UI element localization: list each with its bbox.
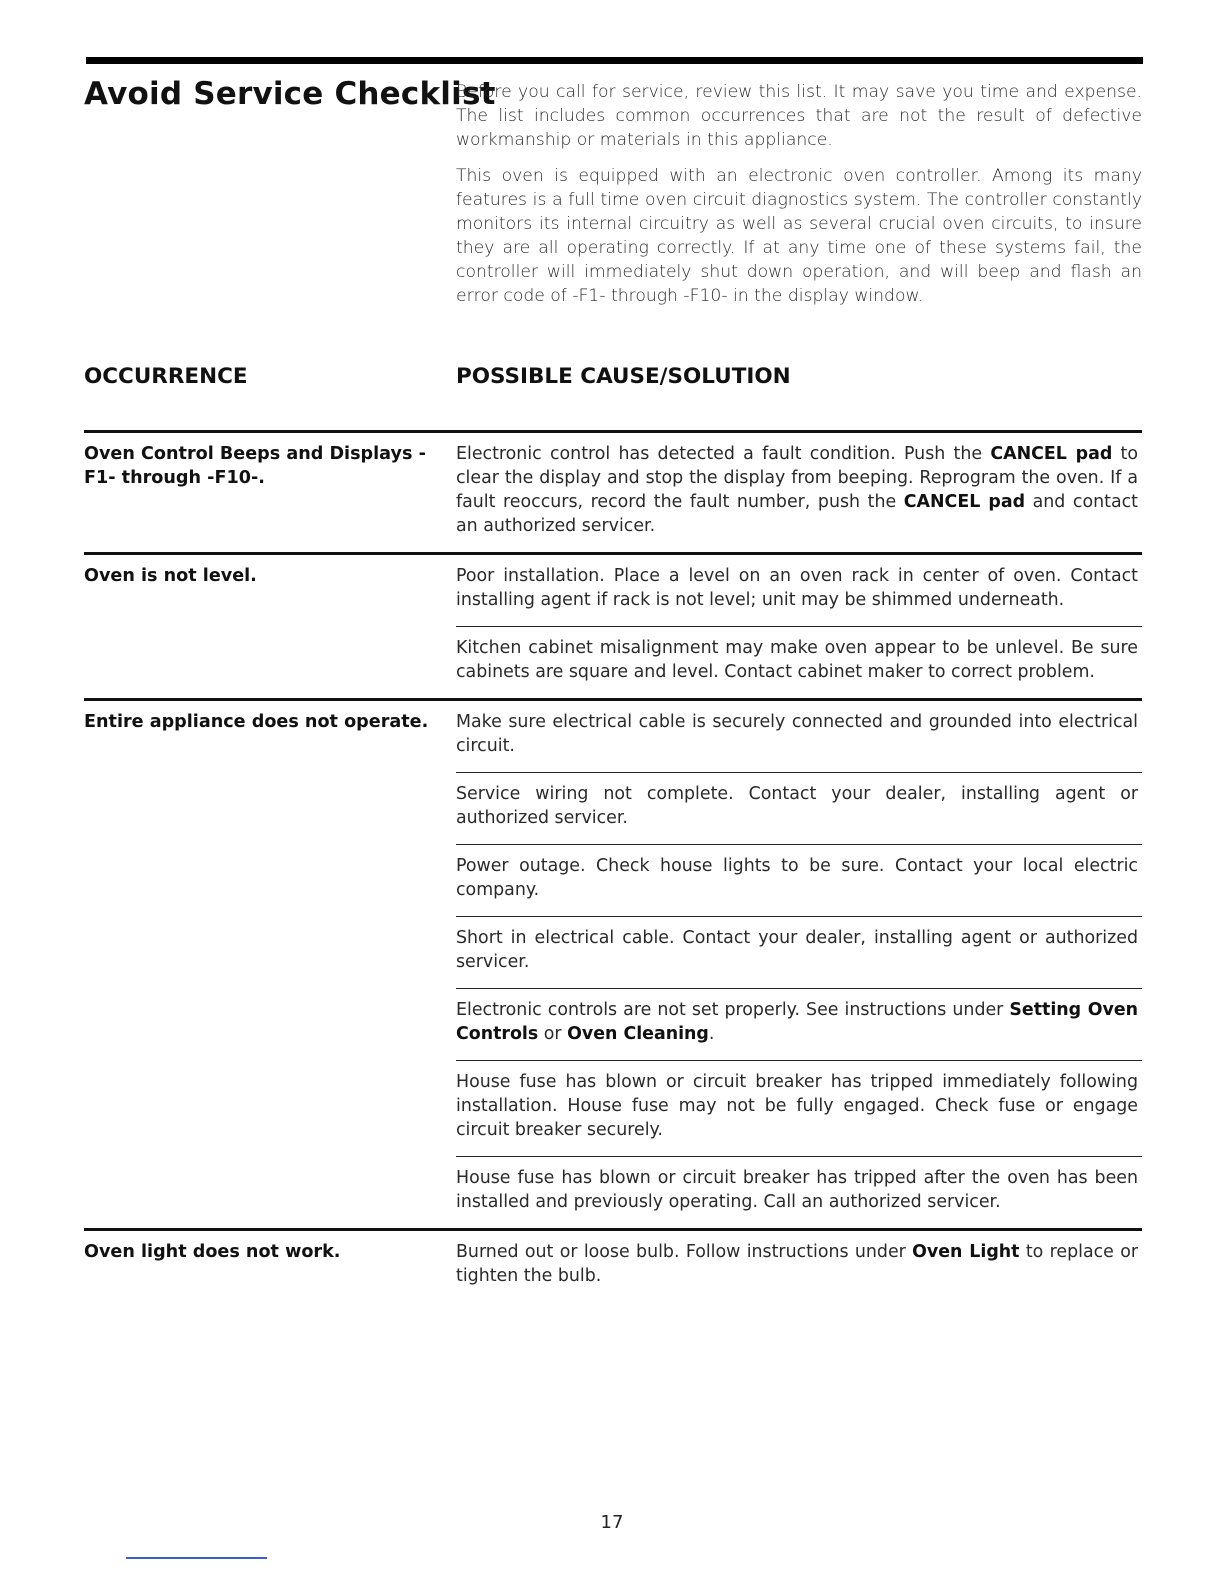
solution-text <box>456 916 1142 988</box>
footer-link-line <box>126 1557 267 1559</box>
solution-bold-term: CANCEL pad <box>990 444 1113 464</box>
solution-bold-term: Oven Light <box>912 1242 1020 1262</box>
checklist-row <box>84 1228 1142 1302</box>
solution-fragment: and contact an authorized servicer. <box>456 492 1139 536</box>
page-number: 17 <box>600 1512 624 1533</box>
solution-bold-term: CANCEL pad <box>903 492 1026 512</box>
solution-fragment: Burned out or loose bulb. Follow instructions under <box>456 1242 913 1262</box>
solution-fragment: or <box>538 1024 568 1044</box>
page-title: Avoid Service Checklist <box>84 76 496 112</box>
solution-fragment: Service wiring not complete. Contact your dealer, installing agent or authorized servicer. <box>456 784 1138 828</box>
solution-fragment: Kitchen cabinet misalignment may make oven appear to be unlevel. Be sure cabinets are square and level. Contact cabinet maker to correct problem. <box>456 638 1138 682</box>
solution-list <box>456 433 1142 552</box>
intro-text <box>456 80 1142 320</box>
solution-text <box>456 1231 1142 1302</box>
solution-fragment: Power outage. Check house lights to be sure. Contact your local electric company. <box>456 856 1138 900</box>
top-rule <box>86 57 1143 64</box>
solution-fragment: to replace or tighten the bulb. <box>456 1242 1138 1286</box>
solution-fragment: Short in electrical cable. Contact your dealer, installing agent or authorized servicer. <box>456 928 1138 972</box>
solution-fragment: Electronic control has detected a fault condition. Push the <box>456 444 991 464</box>
solution-fragment: House fuse has blown or circuit breaker has tripped immediately following installation. House fuse may not be fully engaged. Check fuse or engage circuit breaker securely. <box>456 1072 1138 1140</box>
checklist-row <box>84 430 1142 552</box>
solution-text <box>456 988 1142 1060</box>
solution-header: POSSIBLE CAUSE/SOLUTION <box>456 364 791 389</box>
solution-fragment: House fuse has blown or circuit breaker has tripped after the oven has been installed and previously operating. Call an authorized servicer. <box>456 1168 1138 1212</box>
solution-text <box>456 1156 1142 1228</box>
solution-fragment: . <box>708 1024 715 1044</box>
solution-text <box>456 1060 1142 1156</box>
checklist-row <box>84 698 1142 1228</box>
solution-text <box>456 844 1142 916</box>
solution-fragment: Make sure electrical cable is securely connected and grounded into electrical circuit. <box>456 712 1138 756</box>
solution-bold-term: Setting Oven Controls <box>456 1000 1138 1044</box>
checklist-table <box>84 430 1142 1302</box>
solution-fragment: Electronic controls are not set properly. See instructions under <box>456 1000 1010 1020</box>
solution-bold-term: Oven Cleaning <box>567 1024 709 1044</box>
solution-text <box>456 433 1142 552</box>
occurrence-label: Oven Control Beeps and Displays -F1- through -F10-. <box>84 444 426 488</box>
occurrence-label: Oven light does not work. <box>84 1242 341 1262</box>
checklist-row <box>84 552 1142 698</box>
solution-list <box>456 1231 1142 1302</box>
intro-paragraph: This oven is equipped with an electronic oven controller. Among its many features is a full time oven circuit diagnostics system. The controller constantly monitors its internal circuitry as well as several crucial oven circuits, to insure they are all operating correctly. If at any time one of these systems fail, the controller will immediately shut down operation, and will beep and flash an error code of -F1- through -F10- in the display window. <box>456 166 1142 306</box>
occurrence-label: Entire appliance does not operate. <box>84 712 429 732</box>
solution-fragment: to clear the display and stop the display from beeping. Reprogram the oven. If a fault reoccurs, record the fault number, push the <box>456 444 1138 512</box>
solution-text <box>456 555 1142 626</box>
solution-text <box>456 701 1142 772</box>
solution-fragment: Poor installation. Place a level on an oven rack in center of oven. Contact installing agent if rack is not level; unit may be shimmed underneath. <box>456 566 1138 610</box>
occurrence-header: OCCURRENCE <box>84 364 248 389</box>
solution-list <box>456 701 1142 1228</box>
solution-list <box>456 555 1142 698</box>
occurrence-label: Oven is not level. <box>84 566 257 586</box>
solution-text <box>456 626 1142 698</box>
intro-paragraph: Before you call for service, review this list. It may save you time and expense. The list includes common occurrences that are not the result of defective workmanship or materials in this appliance. <box>456 82 1142 150</box>
solution-text <box>456 772 1142 844</box>
